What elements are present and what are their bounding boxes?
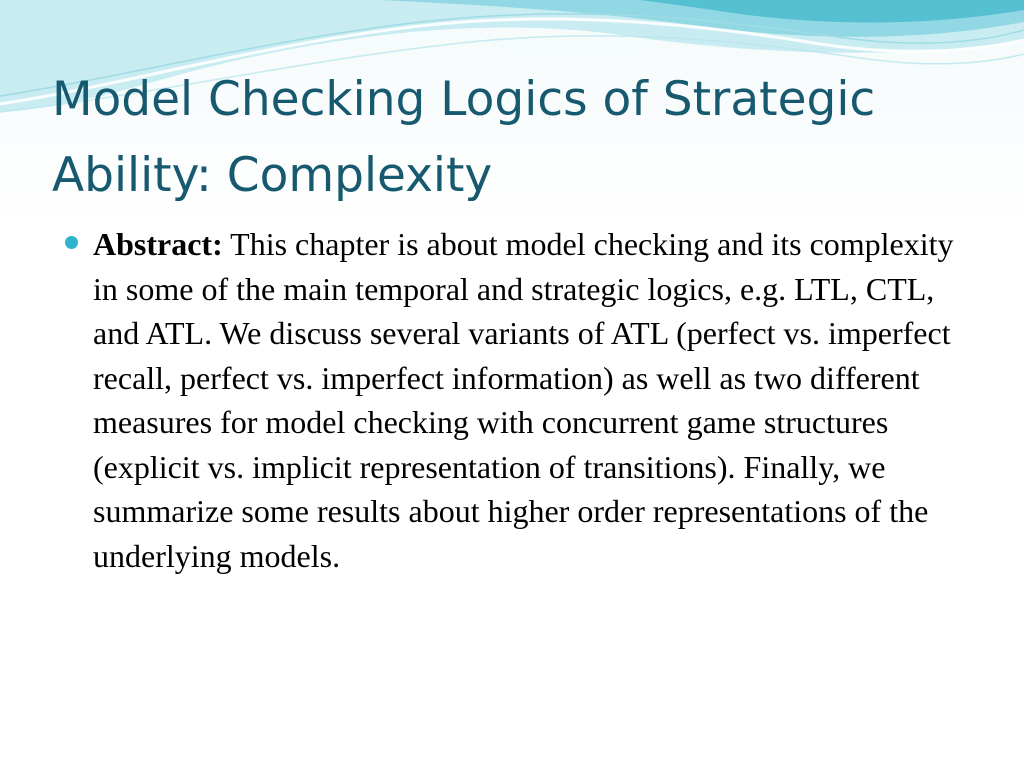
slide-content: [62, 222, 962, 578]
bullet-dot-icon: [65, 236, 78, 249]
bullet-label: Abstract:: [93, 226, 223, 262]
bullet-item-abstract: [62, 222, 962, 578]
slide-title: Model Checking Logics of Strategic Ability: Complexity: [52, 72, 876, 203]
bullet-text: This chapter is about model checking and its complexity in some of the main temporal and strategic logics, e.g. LTL, CTL, and ATL. We discuss several variants of ATL (perfect vs. imperfect recall, perfect vs. imperfect information) as well as two different measures for model checking with concurrent game structures (explicit vs. implicit representation of transitions). Finally, we summarize some results about higher order representations of the underlying models.: [93, 226, 954, 574]
